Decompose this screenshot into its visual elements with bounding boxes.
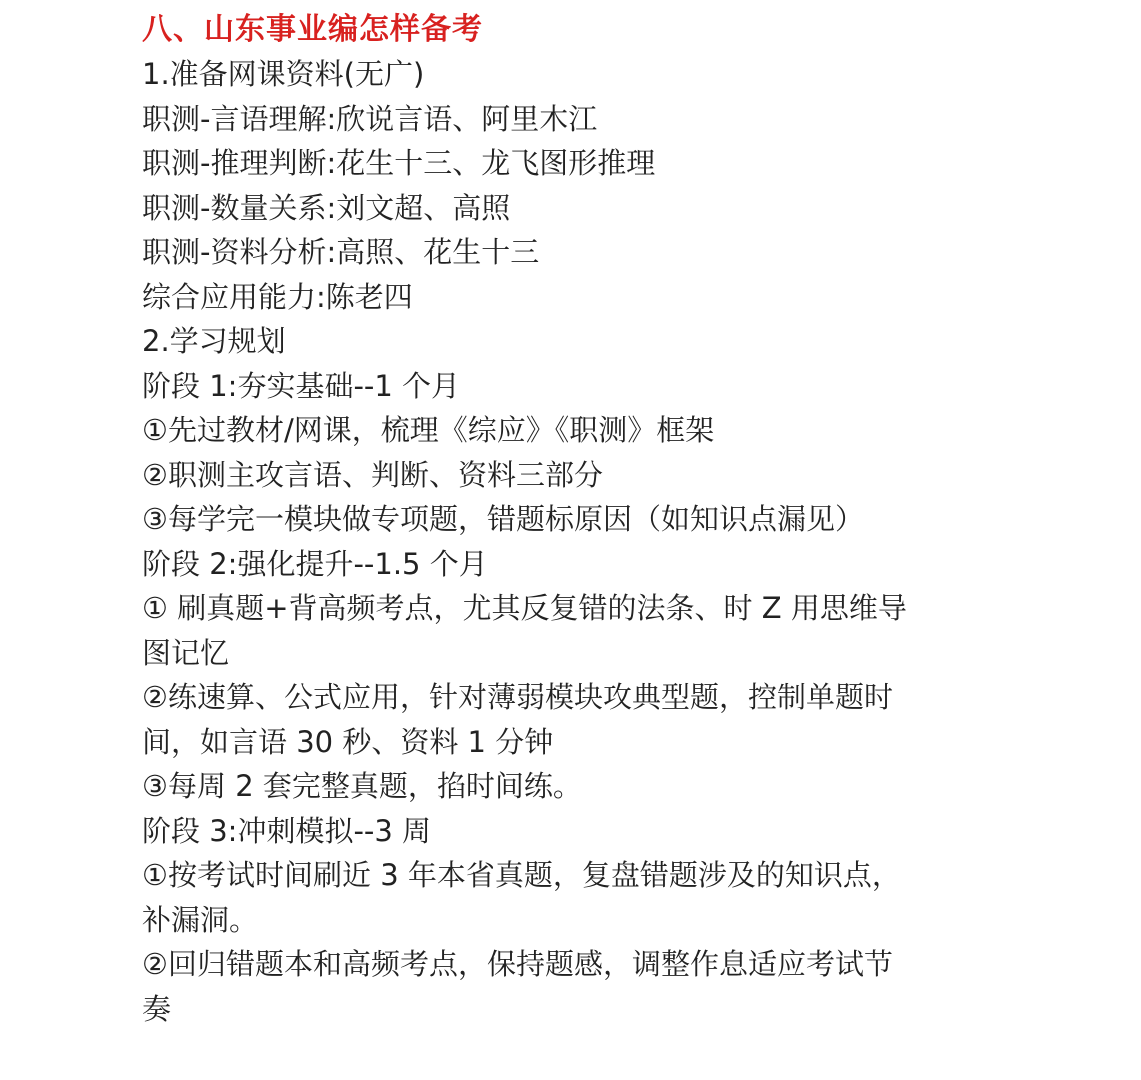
text-line: ③每周 2 套完整真题，掐时间练。 — [142, 769, 582, 803]
text-line: 阶段 3:冲刺模拟--3 周 — [142, 813, 432, 848]
text-line: ①先过教材/网课，梳理《综应》《职测》框架 — [142, 413, 715, 447]
text-line: 阶段 1:夯实基础--1 个月 — [142, 368, 461, 403]
text-line: 综合应用能力:陈老四 — [142, 279, 413, 314]
text-line: 2.学习规划 — [142, 324, 286, 358]
text-line: ②职测主攻言语、判断、资料三部分 — [142, 457, 603, 492]
text-line: 奏 — [142, 991, 172, 1026]
text-line: 阶段 2:强化提升--1.5 个月 — [142, 546, 488, 581]
text-line: 职测-数量关系:刘文超、高照 — [142, 190, 511, 225]
text-line: 间，如言语 30 秒、资料 1 分钟 — [142, 724, 554, 759]
content-lines — [142, 52, 1102, 1031]
text-line: 职测-言语理解:欣说言语、阿里木江 — [142, 101, 598, 136]
text-line: 图记忆 — [142, 635, 230, 670]
text-line: 补漏洞。 — [142, 902, 259, 937]
text-line: ②回归错题本和高频考点，保持题感，调整作息适应考试节 — [142, 947, 893, 981]
text-line: ① 刷真题+背高频考点，尤其反复错的法条、时 Z 用思维导 — [142, 591, 907, 625]
text-line: ①按考试时间刷近 3 年本省真题，复盘错题涉及的知识点， — [142, 858, 901, 892]
text-line: 职测-资料分析:高照、花生十三 — [142, 235, 540, 269]
section-title: 八、山东事业编怎样备考 — [142, 12, 483, 47]
text-line: 1.准备网课资料(无广) — [142, 57, 425, 91]
text-line: ③每学完一模块做专项题，错题标原因（如知识点漏见） — [142, 502, 864, 536]
text-line: ②练速算、公式应用，针对薄弱模块攻典型题，控制单题时 — [142, 680, 893, 714]
document-body — [142, 8, 1102, 1031]
text-line: 职测-推理判断:花生十三、龙飞图形推理 — [142, 146, 656, 180]
